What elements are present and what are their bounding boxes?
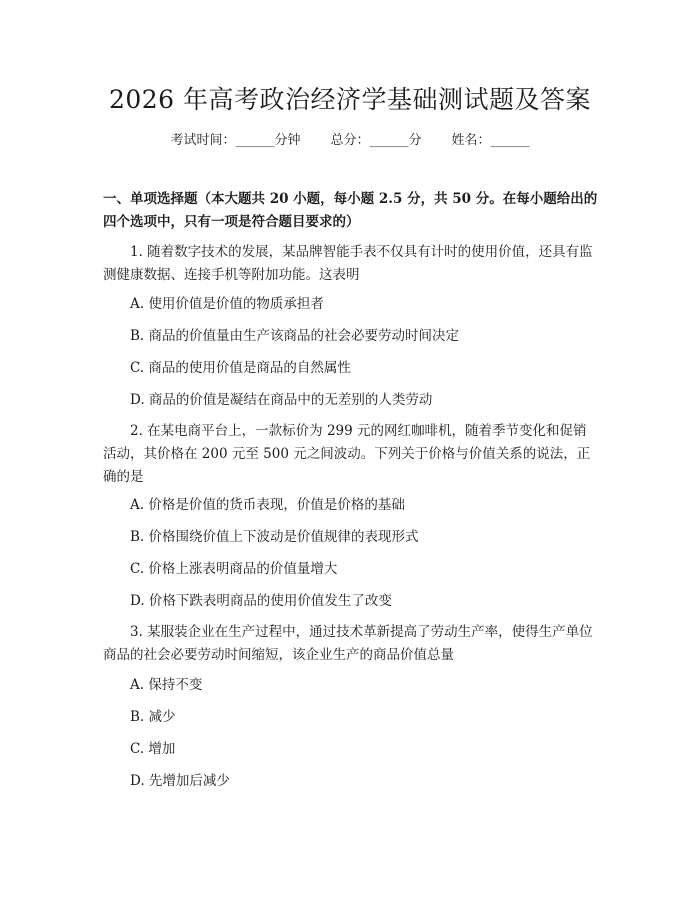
question-2-option-c: C. 价格上涨表明商品的价值量增大 (130, 561, 338, 577)
question-1-option-a: A. 使用价值是价值的物质承担者 (130, 296, 324, 312)
question-2-option-b: B. 价格围绕价值上下波动是价值规律的表现形式 (130, 529, 419, 545)
question-1-option-c: C. 商品的使用价值是商品的自然属性 (130, 360, 351, 376)
total-score-field: 总分：______分 (330, 133, 422, 148)
question-3-option-d: D. 先增加后减少 (130, 773, 230, 789)
section-heading: 一、单项选择题（本大题共 20 小题，每小题 2.5 分，共 50 分。在每小题给出的四个选项中，只有一项是符合题目要求的） (103, 191, 598, 230)
exam-time-field: 考试时间：______分钟 (170, 133, 301, 148)
name-field: 姓名：______ (451, 133, 530, 148)
question-1-option-d: D. 商品的价值是凝结在商品中的无差别的人类劳动 (130, 392, 433, 408)
question-2-option-d: D. 价格下跌表明商品的使用价值发生了改变 (130, 593, 392, 609)
question-2-option-a: A. 价格是价值的货币表现，价值是价格的基础 (130, 497, 405, 513)
question-2-stem (103, 420, 600, 489)
page-title: 2026 年高考政治经济学基础测试题及答案 (108, 85, 592, 114)
question-3-stem (103, 621, 600, 667)
question-1-option-b: B. 商品的价值量由生产该商品的社会必要劳动时间决定 (130, 328, 460, 344)
question-3-option-b: B. 减少 (130, 709, 176, 725)
question-text: 1. 随着数字技术的发展，某品牌智能手表不仅具有计时的使用价值，还具有监测健康数据、连接手机等附加功能。这表明 (103, 244, 593, 283)
exam-info-row (0, 132, 700, 150)
question-3-option-c: C. 增加 (130, 741, 176, 757)
question-3-option-a: A. 保持不变 (130, 677, 203, 693)
question-text: 2. 在某电商平台上，一款标价为 299 元的网红咖啡机，随着季节变化和促销活动，其价格在 200 元至 500 元之间波动。下列关于价格与价值关系的说法，正确的是 (103, 423, 591, 485)
question-text: 3. 某服装企业在生产过程中，通过技术革新提高了劳动生产率，使得生产单位商品的社会必要劳动时间缩短，该企业生产的商品价值总量 (103, 624, 593, 663)
question-1-stem (103, 241, 600, 287)
